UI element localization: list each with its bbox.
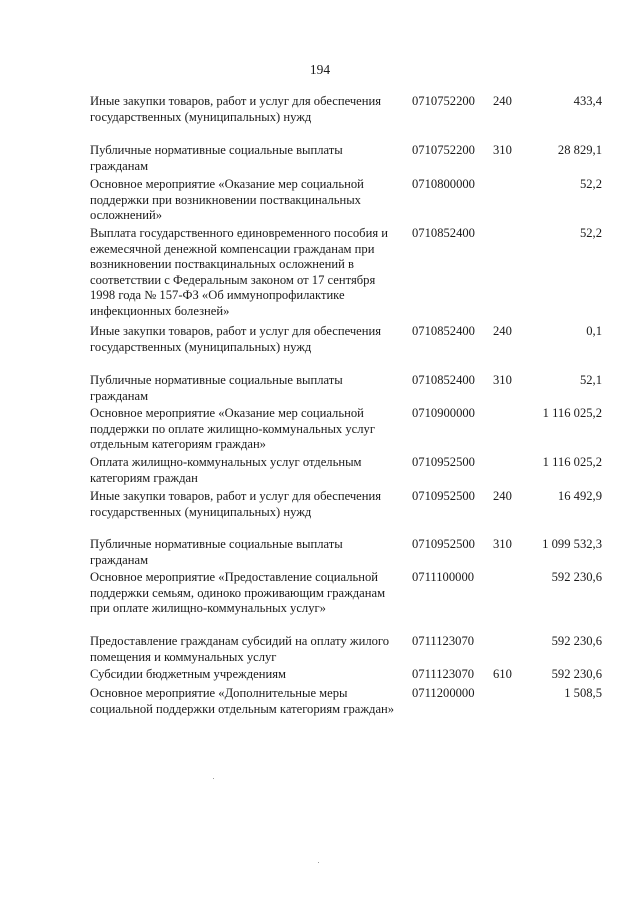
table-row (90, 177, 610, 226)
row-type: 240 (493, 324, 512, 338)
table-row (90, 455, 610, 489)
row-code: 0711123070 (412, 667, 475, 681)
row-name: Публичные нормативные социальные выплаты гражданам (90, 537, 343, 567)
row-code: 0710752200 (412, 94, 475, 108)
row-code: 0710852400 (412, 226, 475, 240)
row-name: Оплата жилищно-коммунальных услуг отдельным категориям граждан (90, 455, 362, 485)
row-amount: 1 116 025,2 (542, 406, 602, 420)
row-name: Иные закупки товаров, работ и услуг для обеспечения государственных (муниципальных) нужд (90, 324, 382, 354)
table-row (90, 406, 610, 455)
row-name: Публичные нормативные социальные выплаты гражданам (90, 373, 343, 403)
row-type: 610 (493, 667, 512, 681)
table-row (90, 686, 610, 734)
row-name: Основное мероприятие «Предоставление социальной поддержки семьям, одиноко проживающим гражданам при оплате жилищно-коммунальных услуг» (90, 570, 386, 615)
row-amount: 0,1 (586, 324, 602, 338)
table-row (90, 489, 610, 537)
row-code: 0711100000 (412, 570, 475, 584)
row-code: 0710852400 (412, 324, 475, 338)
row-name: Выплата государственного единовременного пособия и ежемесячной денежной компенсации гражданам при возникновении поствакцинальных осложнений в соответствии с Федеральным законом от 17 сентября 1998 года № 157-ФЗ «Об иммунопрофилактике инфекционных болезней» (90, 226, 388, 318)
row-amount: 592 230,6 (551, 634, 602, 648)
row-code: 0711123070 (412, 634, 475, 648)
row-code: 0711200000 (412, 686, 475, 700)
row-code: 0710752200 (412, 143, 475, 157)
table-row (90, 667, 610, 686)
row-amount: 28 829,1 (557, 143, 602, 157)
table-row (90, 373, 610, 406)
row-name: Иные закупки товаров, работ и услуг для обеспечения государственных (муниципальных) нужд (90, 94, 382, 124)
row-amount: 52,1 (579, 373, 602, 387)
row-amount: 1 508,5 (564, 686, 602, 700)
table-row (90, 143, 610, 177)
row-code: 0710952500 (412, 455, 475, 469)
row-amount: 592 230,6 (551, 570, 602, 584)
row-name: Основное мероприятие «Оказание мер социальной поддержки при возникновении поствакцинальных осложнений» (90, 177, 364, 222)
row-amount: 592 230,6 (551, 667, 602, 681)
row-amount: 1 116 025,2 (542, 455, 602, 469)
row-code: 0710900000 (412, 406, 475, 420)
row-type: 240 (493, 94, 512, 108)
row-amount: 16 492,9 (557, 489, 602, 503)
row-name: Иные закупки товаров, работ и услуг для обеспечения государственных (муниципальных) нужд (90, 489, 382, 519)
row-type: 240 (493, 489, 512, 503)
scan-speck (213, 778, 214, 779)
row-name: Публичные нормативные социальные выплаты гражданам (90, 143, 343, 173)
table-row (90, 537, 610, 570)
table-row (90, 226, 610, 324)
row-name: Субсидии бюджетным учреждениям (90, 667, 286, 681)
table-row (90, 94, 610, 143)
row-type: 310 (493, 143, 512, 157)
row-name: Основное мероприятие «Дополнительные меры социальной поддержки отдельным категориям граждан» (90, 686, 395, 716)
row-code: 0710952500 (412, 489, 475, 503)
table-row (90, 570, 610, 634)
row-name: Предоставление гражданам субсидий на оплату жилого помещения и коммунальных услуг (90, 634, 390, 664)
scan-speck (318, 862, 319, 863)
budget-table (90, 94, 610, 734)
row-amount: 52,2 (579, 177, 602, 191)
row-code: 0710852400 (412, 373, 475, 387)
row-code: 0710800000 (412, 177, 475, 191)
page-number: 194 (309, 62, 331, 77)
row-amount: 1 099 532,3 (542, 537, 602, 551)
row-amount: 52,2 (579, 226, 602, 240)
table-row (90, 324, 610, 373)
row-name: Основное мероприятие «Оказание мер социальной поддержки по оплате жилищно-коммунальных услуг отдельным категориям граждан» (90, 406, 376, 451)
row-code: 0710952500 (412, 537, 475, 551)
row-amount: 433,4 (573, 94, 602, 108)
row-type: 310 (493, 537, 512, 551)
row-type: 310 (493, 373, 512, 387)
table-row (90, 634, 610, 667)
